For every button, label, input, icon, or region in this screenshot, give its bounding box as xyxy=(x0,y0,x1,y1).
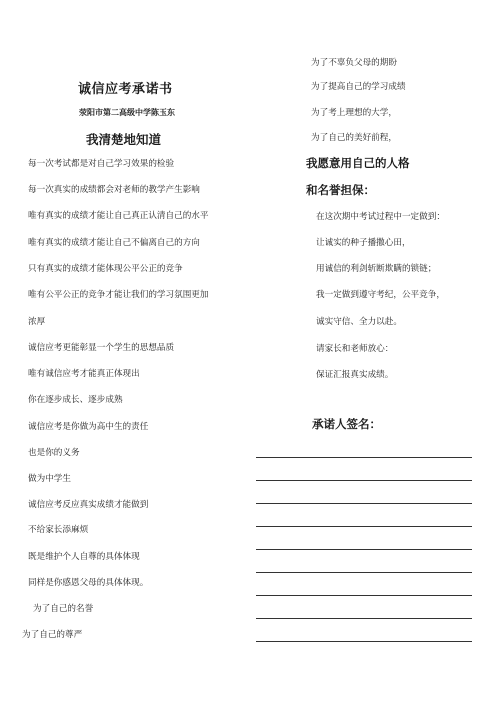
pledge-line: 用诚信的利剑斩断欺瞒的锁链； xyxy=(316,264,437,274)
signature-line[interactable] xyxy=(256,480,472,481)
document-title: 诚信应考承诺书 xyxy=(78,82,173,97)
signature-line[interactable] xyxy=(256,595,472,596)
statement-line: 为了自己的尊严 xyxy=(22,630,83,640)
statement-line: 唯有真实的成绩才能让自己不偏离自己的方向 xyxy=(28,238,200,248)
pledge-line: 让诚实的种子播撒心田， xyxy=(316,238,411,248)
pledge-line: 保证汇报真实成绩。 xyxy=(316,370,394,380)
statement-line: 每一次真实的成绩都会对老师的教学产生影响 xyxy=(28,185,200,195)
pledge-line: 请家长和老师放心： xyxy=(316,344,394,354)
pledge-line: 在这次期中考试过程中一定做到： xyxy=(316,212,445,222)
motivation-line: 为了自己的美好前程， xyxy=(311,133,397,143)
motivation-line: 为了不辜负父母的期盼 xyxy=(311,58,397,68)
statement-line: 只有真实的成绩才能体现公平公正的竞争 xyxy=(28,264,183,274)
statement-line: 做为中学生 xyxy=(28,474,71,484)
statement-line: 你在逐步成长、逐步成熟 xyxy=(28,395,123,405)
signature-line[interactable] xyxy=(256,526,472,527)
signature-line[interactable] xyxy=(256,549,472,550)
signature-line[interactable] xyxy=(256,572,472,573)
statement-line: 唯有公平公正的竞争才能让我们的学习氛围更加 xyxy=(28,290,209,300)
statement-line: 同样是你感恩父母的具体体现。 xyxy=(28,578,149,588)
statement-line: 浓厚 xyxy=(28,317,46,327)
pledge-line: 诚实守信、全力以赴。 xyxy=(316,317,402,327)
pledge-heading: 我愿意用自己的人格 xyxy=(306,156,410,170)
statement-line: 既是维护个人自尊的具体体现 xyxy=(28,552,140,562)
statement-line: 唯有诚信应考才能真正体现出 xyxy=(28,369,140,379)
statement-line: 唯有真实的成绩才能让自己真正认清自己的水平 xyxy=(28,211,209,221)
statement-line: 为了自己的名誉 xyxy=(33,604,94,614)
statement-line: 诚信应考更能彰显一个学生的思想品质 xyxy=(28,343,175,353)
section-subtitle: 我清楚地知道 xyxy=(86,132,162,147)
statement-line: 也是你的义务 xyxy=(28,448,80,458)
pledge-line: 我一定做到遵守考纪，公平竞争， xyxy=(316,290,445,300)
document-author: 荥阳市第二高级中学陈玉东 xyxy=(79,108,175,117)
motivation-line: 为了提高自己的学习成绩 xyxy=(311,82,406,92)
signature-line[interactable] xyxy=(256,457,472,458)
statement-line: 不给家长添麻烦 xyxy=(28,525,89,535)
statement-line: 每一次考试都是对自己学习效果的检验 xyxy=(28,159,175,169)
statement-line: 诚信应考反应真实成绩才能做到 xyxy=(28,500,149,510)
pledge-heading: 和名誉担保： xyxy=(306,183,375,197)
signature-line[interactable] xyxy=(256,503,472,504)
signature-line[interactable] xyxy=(256,618,472,619)
motivation-line: 为了考上理想的大学， xyxy=(311,108,397,118)
statement-line: 诚信应考是你做为高中生的责任 xyxy=(28,422,149,432)
signature-label: 承诺人签名： xyxy=(312,417,381,431)
signature-line[interactable] xyxy=(256,641,472,642)
